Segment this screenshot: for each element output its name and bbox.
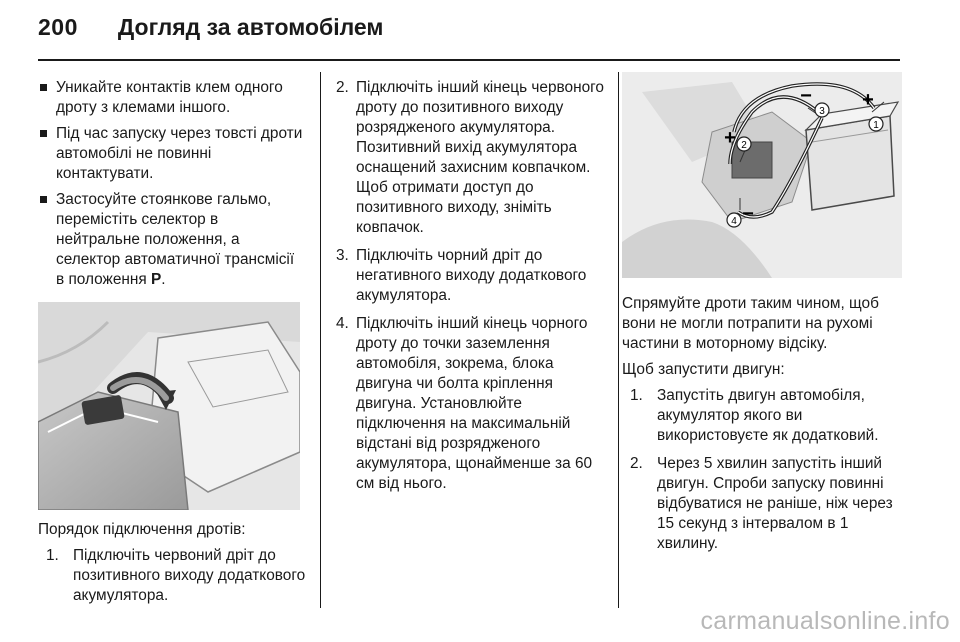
list-item: Уникайте контактів клем одного дроту з клемами іншого.	[38, 78, 306, 118]
minus-sign-bottom: −	[742, 203, 754, 225]
wiring-order-intro: Порядок підключення дротів:	[38, 521, 246, 538]
start-engine-steps	[622, 386, 908, 554]
column-3	[622, 78, 908, 562]
gear-selector-illustration	[38, 302, 300, 510]
column-2	[336, 78, 606, 502]
page-header	[38, 14, 383, 54]
svg-text:4: 4	[731, 216, 737, 227]
list-item: Під час запуску через товсті дроти автомобілі не повинні контактувати.	[38, 124, 306, 184]
callout-1	[869, 117, 883, 131]
svg-text:1: 1	[873, 120, 879, 131]
column-1	[38, 78, 306, 614]
callout-4	[727, 213, 741, 227]
jump-start-diagram	[622, 72, 902, 278]
wiring-steps-2	[336, 78, 606, 494]
precautions-list	[38, 78, 306, 290]
list-item: 1. Запустіть двигун автомобіля, акумулятор якого ви використовуєте як додатковий.	[630, 387, 879, 444]
plus-sign-left: +	[724, 127, 736, 149]
list-item: 4. Підключіть інший кінець чорного дроту до точки заземлення автомобіля, зокрема, блока двигуна чи болта кріплення двигуна. Установлюйте підключення на максимальній відстані від розрядженого акумулятора, щонайменше за 60 см від нього.	[336, 315, 593, 492]
callout-2	[737, 137, 751, 151]
svg-text:2: 2	[741, 140, 747, 151]
svg-text:3: 3	[819, 106, 825, 117]
page-title: Догляд за автомобілем	[117, 14, 384, 40]
list-item: Застосуйте стоянкове гальмо, перемістіть селектор в нейтральне положення, а селектор автоматичної трансмісії в положення P.	[38, 190, 306, 290]
list-item: 3. Підключіть чорний дріт до негативного виходу додаткового акумулятора.	[336, 247, 587, 304]
wiring-steps-1	[38, 546, 306, 606]
list-item: 1. Підключіть червоний дріт до позитивного виходу додаткового акумулятора.	[46, 547, 306, 604]
callout-3	[815, 103, 829, 117]
list-item: 2. Підключіть інший кінець червоного дроту до позитивного виходу розрядженого акумулятора. Позитивний вихід акумулятора оснащений захисним ковпачком. Щоб отримати доступ до позитивного виходу, зніміть ковпачок.	[336, 79, 604, 236]
list-item: 2. Через 5 хвилин запустіть інший двигун. Спроби запуску повинні відбуватися не раніше, ніж через 15 секунд з інтервалом в 1 хвилину.	[630, 455, 893, 552]
watermark: carmanualsonline.info	[700, 607, 950, 635]
routing-note: Спрямуйте дроти таким чином, щоб вони не могли потрапити на рухомі частини в моторному відсіку.	[622, 295, 879, 352]
start-engine-heading: Щоб запустити двигун:	[622, 361, 785, 378]
header-rule	[38, 59, 900, 61]
gear-position-p: P	[151, 271, 162, 288]
plus-sign-right: +	[862, 89, 874, 111]
column-divider-left	[320, 72, 321, 608]
page-number: 200	[38, 14, 78, 40]
column-divider-right	[618, 72, 619, 608]
minus-sign-top: −	[800, 85, 812, 107]
